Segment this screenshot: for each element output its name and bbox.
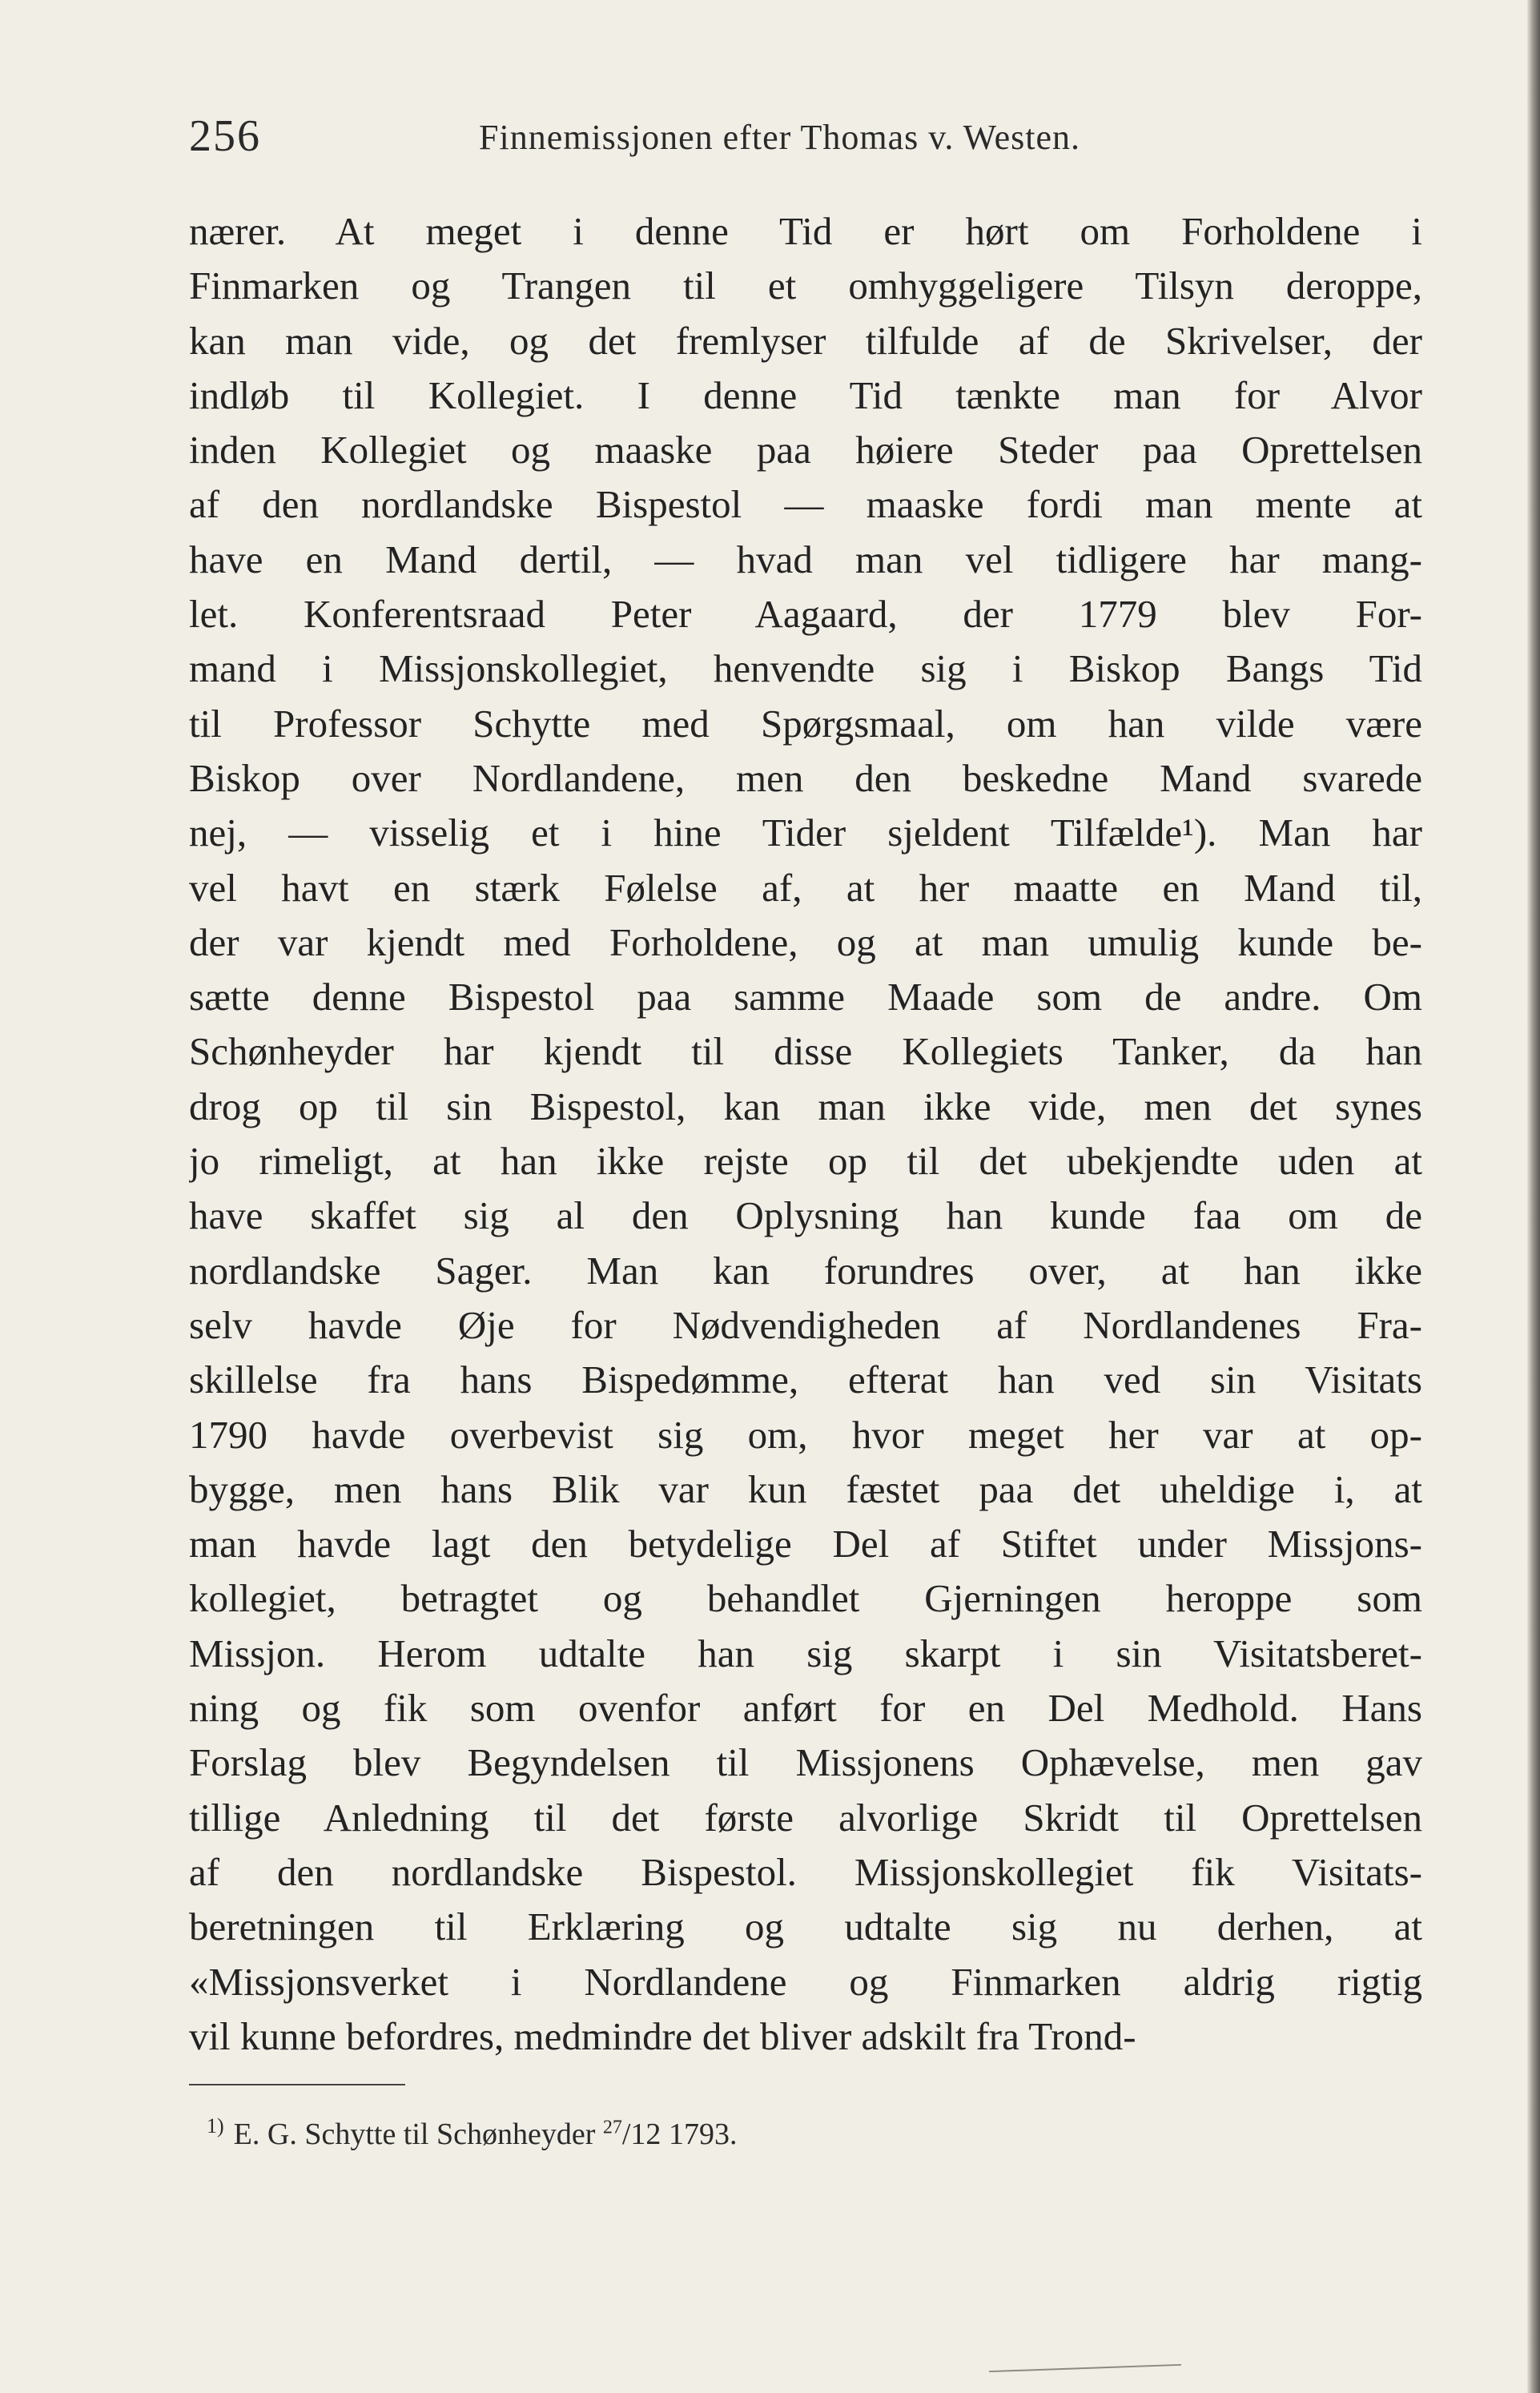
text-line: Finmarken og Trangen til et omhyggeligere Tilsyn deroppe,	[189, 263, 1422, 308]
text-line: have en Mand dertil, — hvad man vel tidligere har mang-	[189, 537, 1422, 581]
text-line: der var kjendt med Forholdene, og at man umulig kunde be-	[189, 919, 1422, 964]
footnote-text: E. G. Schytte til Schønheyder	[233, 2118, 596, 2151]
text-line: Schønheyder har kjendt til disse Kollegiets Tanker, da han	[189, 1029, 1422, 1074]
page-header	[189, 111, 1422, 167]
page-edge-shadow	[1527, 0, 1540, 2393]
text-line: nej, — visselig et i hine Tider sjeldent Tilfælde¹). Man har	[189, 810, 1422, 855]
text-line: ning og fik som ovenfor anført for en Del Medhold. Hans	[189, 1686, 1422, 1731]
footnote-date-denominator: /12	[621, 2118, 661, 2151]
text-line: skillelse fra hans Bispedømme, efterat han ved sin Visitats	[189, 1357, 1422, 1402]
text-line: beretningen til Erklæring og udtalte sig nu derhen, at	[189, 1904, 1422, 1949]
page-number: 256	[189, 111, 261, 161]
text-line: have skaffet sig al den Oplysning han kunde faa om de	[189, 1193, 1422, 1238]
body-text	[189, 204, 1422, 2064]
text-line: bygge, men hans Blik var kun fæstet paa det uheldige i, at	[189, 1466, 1422, 1511]
text-line: «Missjonsverket i Nordlandene og Finmarken aldrig rigtig	[189, 1959, 1422, 2004]
text-line: indløb til Kollegiet. I denne Tid tænkte man for Alvor	[189, 372, 1422, 417]
text-line: selv havde Øje for Nødvendigheden af Nordlandenes Fra-	[189, 1302, 1422, 1347]
text-line: Forslag blev Begyndelsen til Missjonens Ophævelse, men gav	[189, 1740, 1422, 1785]
footnote-year: 1793.	[668, 2118, 738, 2151]
text-line: 1790 havde overbevist sig om, hvor meget her var at op-	[189, 1412, 1422, 1457]
text-line: kan man vide, og det fremlyser tilfulde af de Skrivelser, der	[189, 318, 1422, 363]
text-line: inden Kollegiet og maaske paa høiere Steder paa Oprettelsen	[189, 428, 1422, 473]
footnote	[207, 2114, 737, 2152]
running-head: Finnemissjonen efter Thomas v. Westen.	[479, 118, 1080, 157]
text-line: vil kunne befordres, medmindre det bliver adskilt fra Trond-	[189, 2013, 1136, 2058]
text-line: kollegiet, betragtet og behandlet Gjerningen heroppe som	[189, 1576, 1422, 1621]
footnote-rule	[189, 2084, 405, 2085]
text-line: af den nordlandske Bispestol. Missjonskollegiet fik Visitats-	[189, 1849, 1422, 1894]
text-line: nærer. At meget i denne Tid er hørt om Forholdene i	[189, 209, 1422, 253]
text-line: jo rimeligt, at han ikke rejste op til det ubekjendte uden at	[189, 1139, 1422, 1184]
text-line: let. Konferentsraad Peter Aagaard, der 1779 blev For-	[189, 592, 1422, 637]
text-line: vel havt en stærk Følelse af, at her maatte en Mand til,	[189, 865, 1422, 910]
text-line: tillige Anledning til det første alvorlige Skridt til Oprettelsen	[189, 1795, 1422, 1840]
footnote-marker: 1)	[207, 2114, 224, 2138]
scan-mark	[989, 2364, 1181, 2372]
text-line: sætte denne Bispestol paa samme Maade som de andre. Om	[189, 975, 1422, 1020]
text-line: mand i Missjonskollegiet, henvendte sig i Biskop Bangs Tid	[189, 646, 1422, 691]
footnote-date-numerator: 27	[602, 2117, 622, 2138]
text-line: drog op til sin Bispestol, kan man ikke vide, men det synes	[189, 1084, 1422, 1128]
text-line: Biskop over Nordlandene, men den beskedne Mand svarede	[189, 755, 1422, 800]
text-line: man havde lagt den betydelige Del af Stiftet under Missjons-	[189, 1522, 1422, 1567]
text-line: Missjon. Herom udtalte han sig skarpt i sin Visitatsberet-	[189, 1631, 1422, 1675]
text-line: af den nordlandske Bispestol — maaske fordi man mente at	[189, 482, 1422, 527]
text-line: til Professor Schytte med Spørgsmaal, om han vilde være	[189, 701, 1422, 746]
text-line: nordlandske Sager. Man kan forundres over, at han ikke	[189, 1248, 1422, 1293]
